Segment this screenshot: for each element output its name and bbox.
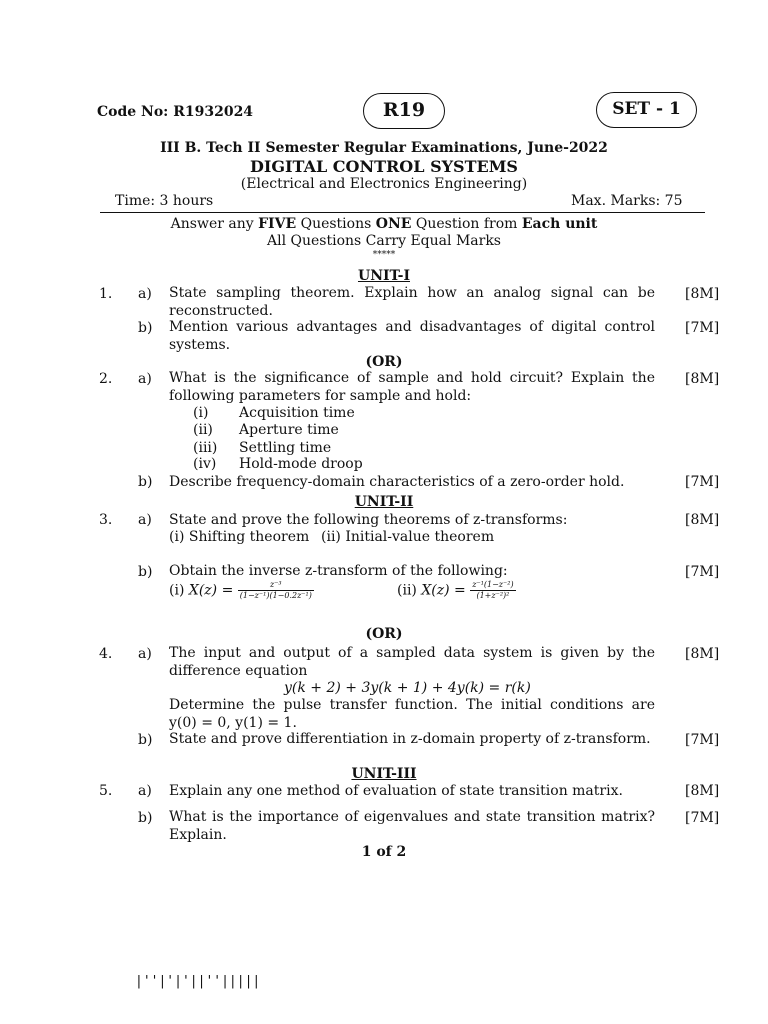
q5-number: 5. xyxy=(99,783,113,799)
q4a-text-2: Determine the pulse transfer function. The initial conditions are y(0) = 0, y(1) = 1. xyxy=(169,697,655,731)
q3b-expression-ii: (ii) X(z) = $\frac{\text{z⁻¹(1−z⁻²)}}{\text{(1+z⁻²)²}}$ xyxy=(397,580,514,600)
q2a-marks: [8M] xyxy=(685,371,720,387)
q4a-equation: y(k + 2) + 3y(k + 1) + 4y(k) = r(k) xyxy=(284,680,531,696)
q2-item-text: Settling time xyxy=(239,440,332,456)
q2b-label: b) xyxy=(138,474,153,490)
q4a-marks: [8M] xyxy=(685,646,720,662)
q2-item-index: (iii) xyxy=(193,440,218,456)
q2-item-index: (ii) xyxy=(193,422,213,438)
q5a-label: a) xyxy=(138,783,152,799)
set-badge: SET - 1 xyxy=(596,92,697,128)
q2a-text: What is the significance of sample and hold circuit? Explain the following parameters for sample and hold: xyxy=(169,370,655,404)
q4b-label: b) xyxy=(138,732,153,748)
q5a-text: Explain any one method of evaluation of state transition matrix. xyxy=(169,783,623,799)
max-marks: Max. Marks: 75 xyxy=(571,193,683,209)
q5a-marks: [8M] xyxy=(685,783,720,799)
subject-title: DIGITAL CONTROL SYSTEMS xyxy=(250,157,518,176)
q5b-text: What is the importance of eigenvalues and state transition matrix? Explain. xyxy=(169,809,655,843)
q4a-label: a) xyxy=(138,646,152,662)
q3a-text: State and prove the following theorems of z-transforms: xyxy=(169,512,568,528)
exam-title: III B. Tech II Semester Regular Examinations, June-2022 xyxy=(160,140,608,156)
header-divider xyxy=(100,212,705,213)
q3b-label: b) xyxy=(138,564,153,580)
q2-item-text: Acquisition time xyxy=(239,405,355,421)
q3a-marks: [8M] xyxy=(685,512,720,528)
q1b-text: Mention various advantages and disadvantages of digital control systems. xyxy=(169,319,655,353)
branch-name: (Electrical and Electronics Engineering) xyxy=(240,176,528,192)
q1a-text: State sampling theorem. Explain how an analog signal can be reconstructed. xyxy=(169,285,655,319)
q2b-text: Describe frequency-domain characteristics of a zero-order hold. xyxy=(169,474,625,490)
q2a-label: a) xyxy=(138,371,152,387)
q3a-label: a) xyxy=(138,512,152,528)
q4b-marks: [7M] xyxy=(685,732,720,748)
unit-3-heading: UNIT-III xyxy=(351,766,417,782)
q1b-marks: [7M] xyxy=(685,320,720,336)
q3b-text: Obtain the inverse z-transform of the following: xyxy=(169,563,508,579)
instruction-line-1: Answer any FIVE Questions ONE Question from Each unit xyxy=(170,216,598,232)
q5b-marks: [7M] xyxy=(685,810,720,826)
q4a-text: The input and output of a sampled data system is given by the difference equation xyxy=(169,645,655,679)
q3b-expression-i: (i) X(z) = $\frac{\text{z⁻³}}{\text{(1−z⁻¹)(1−0.2z⁻¹)}}$ xyxy=(169,580,312,600)
q3a-sub-1: (i) Shifting theorem xyxy=(169,529,310,545)
q2-item-text: Aperture time xyxy=(239,422,339,438)
q1a-label: a) xyxy=(138,286,152,302)
regulation-badge: R19 xyxy=(363,93,445,129)
q1a-marks: [8M] xyxy=(685,286,720,302)
page-number: 1 of 2 xyxy=(361,844,407,860)
time-duration: Time: 3 hours xyxy=(115,193,214,209)
q4b-text: State and prove differentiation in z-domain property of z-transform. xyxy=(169,731,651,747)
q1-number: 1. xyxy=(99,286,113,302)
or-divider: (OR) xyxy=(365,626,403,642)
q5b-label: b) xyxy=(138,810,153,826)
separator-stars: ***** xyxy=(372,250,396,260)
barcode: |''|'|'||''||||| xyxy=(135,974,261,989)
q3-number: 3. xyxy=(99,512,113,528)
q3b-marks: [7M] xyxy=(685,564,720,580)
q1b-label: b) xyxy=(138,320,153,336)
or-divider: (OR) xyxy=(365,354,403,370)
q3a-sub-2: (ii) Initial-value theorem xyxy=(321,529,495,545)
q4-number: 4. xyxy=(99,646,113,662)
instruction-line-2: All Questions Carry Equal Marks xyxy=(267,233,501,249)
unit-2-heading: UNIT-II xyxy=(354,494,414,510)
q2-item-index: (i) xyxy=(193,405,209,421)
unit-1-heading: UNIT-I xyxy=(357,268,410,284)
q2b-marks: [7M] xyxy=(685,474,720,490)
q2-item-text: Hold-mode droop xyxy=(239,456,363,472)
q2-number: 2. xyxy=(99,371,113,387)
code-number: Code No: R1932024 xyxy=(97,104,254,120)
q2-item-index: (iv) xyxy=(193,456,217,472)
